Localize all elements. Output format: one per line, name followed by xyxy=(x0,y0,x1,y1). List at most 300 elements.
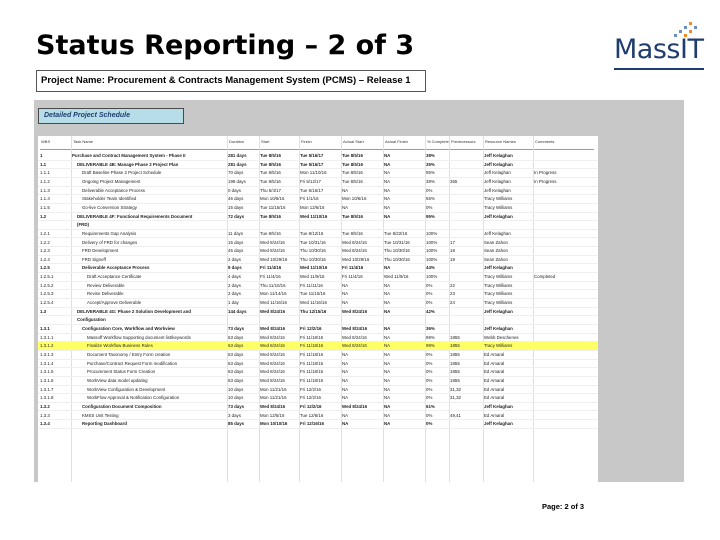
cell-actual-start: Tue 8/5/16 xyxy=(342,178,363,184)
table-row[interactable] xyxy=(38,213,598,222)
cell-resource-names: Sean Zahon xyxy=(484,239,508,245)
cell-wbs: 1.2.4 xyxy=(40,256,50,262)
cell-duration: 15 days xyxy=(228,204,244,210)
cell-percent-complete: 0% xyxy=(426,291,433,297)
col-header-wbs[interactable]: WBS xyxy=(40,136,71,150)
cell-start: Mon 11/14/16 xyxy=(260,291,287,297)
cell-resource-names: Jeff Kelaghan xyxy=(484,326,513,331)
table-row[interactable] xyxy=(38,264,598,273)
cell-finish: Thu 10/30/16 xyxy=(300,256,326,262)
cell-task-name: Stakeholder Team Identified xyxy=(82,196,137,202)
cell-finish: Wed 11/16/16 xyxy=(300,300,327,306)
cell-actual-finish: NA xyxy=(384,403,391,409)
table-row[interactable] xyxy=(38,342,598,351)
cell-start: Mon 10/10/16 xyxy=(260,421,288,427)
cell-resource-names: Tracy Williams xyxy=(484,300,513,306)
cell-start: Wed 8/24/16 xyxy=(260,248,285,254)
cell-task-name: Delivery of FRD for changes xyxy=(82,239,138,245)
cell-actual-finish: NA xyxy=(384,178,391,184)
cell-comments: In Progress xyxy=(534,170,557,176)
cell-duration: 63 days xyxy=(228,351,244,357)
massit-logo xyxy=(614,22,704,72)
cell-duration: 10 days xyxy=(228,395,244,401)
col-header-comments[interactable]: Comments xyxy=(534,136,594,150)
cell-finish: Fri 5/12/17 xyxy=(300,178,321,184)
cell-task-name: WorkView data model updating xyxy=(87,377,148,383)
cell-actual-finish: NA xyxy=(384,161,391,167)
table-row[interactable] xyxy=(38,299,598,308)
cell-predecessors: 24 xyxy=(450,300,455,306)
cell-percent-complete: 100% xyxy=(426,239,438,245)
col-header-start[interactable]: Start xyxy=(260,136,299,150)
cell-actual-start: NA xyxy=(342,204,349,210)
cell-task-name: DELIVERABLE 4B: Manage Phase 2 Project Plan xyxy=(77,161,179,167)
cell-percent-complete: 0% xyxy=(426,421,433,427)
cell-percent-complete: 99% xyxy=(426,343,435,349)
cell-percent-complete: 36% xyxy=(426,326,435,331)
table-row[interactable] xyxy=(38,360,598,369)
cell-resource-names: Tracy Williams xyxy=(484,343,513,349)
cell-wbs: 1.1 xyxy=(40,161,47,167)
cell-start: Mon 10/6/16 xyxy=(260,196,285,202)
cell-actual-finish: Wed 11/9/16 xyxy=(384,274,409,280)
cell-resource-names: Jeff Kelaghan xyxy=(484,161,513,167)
cell-percent-complete: 100% xyxy=(426,248,438,254)
table-row[interactable] xyxy=(38,152,598,161)
project-name-box xyxy=(36,70,426,92)
cell-resource-names: Jeff Kelaghan xyxy=(484,213,513,219)
table-row[interactable] xyxy=(38,273,598,282)
cell-start: Tue 8/5/16 xyxy=(260,161,281,167)
col-header-actual-start[interactable]: Actual Start xyxy=(342,136,383,150)
cell-start: Tue 11/15/16 xyxy=(260,204,286,210)
cell-actual-finish: NA xyxy=(384,377,391,383)
cell-resource-names: Tracy Williams xyxy=(484,196,513,202)
cell-percent-complete: 38% xyxy=(426,153,435,158)
table-row[interactable] xyxy=(38,325,598,334)
cell-task-name: Configuration Document Composition xyxy=(82,403,162,409)
cell-resource-names: Ed Amaral xyxy=(484,369,505,375)
cell-predecessors: 17 xyxy=(450,239,455,245)
cell-percent-complete: 100% xyxy=(426,230,438,236)
cell-actual-start: NA xyxy=(342,360,349,366)
cell-task-name: Configuration Core, Workflow and Workview xyxy=(82,326,175,331)
cell-wbs: 1.2.5.1 xyxy=(40,274,54,280)
cell-finish: Fri 11/18/16 xyxy=(300,360,324,366)
cell-finish: Tue 8/12/16 xyxy=(300,230,324,236)
cell-start: Tue 8/5/16 xyxy=(260,230,281,236)
cell-actual-start: NA xyxy=(342,351,349,357)
table-row[interactable] xyxy=(38,351,598,360)
cell-actual-finish: NA xyxy=(384,369,391,375)
cell-task-name: FRD Signoff xyxy=(82,256,106,262)
cell-duration: 63 days xyxy=(228,369,244,375)
cell-percent-complete: 99% xyxy=(426,334,435,340)
cell-wbs: 1.1.3 xyxy=(40,187,50,193)
cell-predecessors: 1855 xyxy=(450,351,460,357)
cell-actual-finish: NA xyxy=(384,360,391,366)
cell-finish: Tue 10/31/16 xyxy=(300,239,326,245)
cell-resource-names: Ed Amaral xyxy=(484,377,505,383)
cell-percent-complete: 0% xyxy=(426,204,433,210)
cell-finish: Wed 11/10/16 xyxy=(300,265,328,271)
cell-resource-names: Ed Amaral xyxy=(484,412,505,418)
cell-actual-finish: NA xyxy=(384,187,391,193)
cell-actual-finish: Tue 10/31/16 xyxy=(384,239,410,245)
table-row[interactable] xyxy=(38,420,598,429)
cell-duration: 199 days xyxy=(228,178,246,184)
cell-finish: Fri 12/2/16 xyxy=(300,386,321,392)
cell-actual-start: NA xyxy=(342,395,349,401)
col-header-actual-finish[interactable]: Actual Finish xyxy=(384,136,425,150)
cell-wbs: 1.3.4 xyxy=(40,421,50,427)
cell-actual-finish: Thu 10/30/16 xyxy=(384,248,410,254)
cell-task-name: Massoff Workflow Supporting document list/keywords xyxy=(87,334,191,340)
cell-duration: 2 days xyxy=(228,282,241,288)
cell-start: Fri 11/4/16 xyxy=(260,274,281,280)
cell-actual-start: NA xyxy=(342,187,349,193)
cell-finish: Fri 12/2/16 xyxy=(300,395,321,401)
cell-actual-start: Wed 8/24/16 xyxy=(342,308,368,314)
cell-resource-names: Jeff Kelaghan xyxy=(484,153,513,158)
cell-percent-complete: 100% xyxy=(426,256,438,262)
cell-predecessors: 31,32 xyxy=(450,386,461,392)
cell-task-name: Purchase/Contract Request Form modification xyxy=(87,360,178,366)
cell-start: Wed 8/24/16 xyxy=(260,239,285,245)
cell-task-name: Review Deliverable xyxy=(87,282,125,288)
cell-actual-start: Tue 8/5/16 xyxy=(342,161,363,167)
cell-duration: 63 days xyxy=(228,360,244,366)
slide-title: Status Reporting – 2 of 3 xyxy=(36,30,415,61)
cell-actual-finish: NA xyxy=(384,326,391,331)
cell-wbs: 1 xyxy=(40,153,43,158)
cell-resource-names: Webb Deschenes xyxy=(484,334,519,340)
cell-resource-names: Jeff Kelaghan xyxy=(484,178,511,184)
cell-wbs: 1.3.1.7 xyxy=(40,386,54,392)
cell-percent-complete: 0% xyxy=(426,412,433,418)
cell-actual-start: NA xyxy=(342,291,349,297)
table-row[interactable] xyxy=(38,169,598,178)
cell-actual-finish: NA xyxy=(384,153,391,158)
table-row[interactable] xyxy=(38,187,598,196)
cell-actual-start: Tue 8/5/16 xyxy=(342,230,363,236)
cell-predecessors: 1855 xyxy=(450,334,460,340)
cell-resource-names: Ed Amaral xyxy=(484,395,505,401)
cell-resource-names: Jeff Kelaghan xyxy=(484,170,511,176)
table-row[interactable] xyxy=(38,308,598,317)
table-row[interactable] xyxy=(38,204,598,213)
cell-actual-start: Wed 8/24/16 xyxy=(342,239,367,245)
cell-finish: Tue 5/16/17 xyxy=(300,187,324,193)
cell-percent-complete: 38% xyxy=(426,178,435,184)
cell-start: Tue 8/5/16 xyxy=(260,178,281,184)
cell-duration: 15 days xyxy=(228,239,244,245)
cell-task-name: Go-live Conversion Strategy xyxy=(82,204,137,210)
cell-actual-start: Tue 8/5/16 xyxy=(342,213,363,219)
table-row[interactable] xyxy=(38,247,598,256)
cell-task-name: Purchase and Contract Management System - Phase II xyxy=(72,153,186,158)
cell-start: Mon 12/5/16 xyxy=(260,412,285,418)
cell-start: Thu 5/4/17 xyxy=(260,187,281,193)
cell-duration: 144 days xyxy=(228,308,247,314)
cell-task-name: Requirements Gap Analysis xyxy=(82,230,137,236)
cell-start: Wed 10/29/16 xyxy=(260,256,288,262)
cell-task-name: FRD Development xyxy=(82,248,119,254)
cell-start: Wed 8/24/16 xyxy=(260,326,286,331)
cell-actual-start: Wed 8/24/16 xyxy=(342,403,368,409)
cell-actual-finish: NA xyxy=(384,300,391,306)
cell-actual-finish: Tue 8/22/16 xyxy=(384,230,408,236)
cell-resource-names: Jeff Kelaghan xyxy=(484,187,511,193)
cell-task-name: (FRD) xyxy=(77,222,89,228)
cell-duration: 63 days xyxy=(228,377,244,383)
cell-percent-complete: 0% xyxy=(426,377,433,383)
cell-actual-finish: NA xyxy=(384,351,391,357)
cell-start: Thu 11/10/16 xyxy=(260,282,286,288)
col-header-finish[interactable]: Finish xyxy=(300,136,341,150)
table-row[interactable] xyxy=(38,178,598,187)
cell-predecessors: 1855 xyxy=(450,369,460,375)
cell-percent-complete: 61% xyxy=(426,403,435,409)
logo-text-mass: Mass xyxy=(614,34,680,65)
cell-start: Fri 11/4/16 xyxy=(260,265,282,271)
table-row[interactable] xyxy=(38,256,598,265)
cell-start: Wed 8/24/16 xyxy=(260,403,286,409)
cell-actual-finish: NA xyxy=(384,395,391,401)
cell-actual-start: Tue 8/5/16 xyxy=(342,153,363,158)
table-row[interactable] xyxy=(38,230,598,239)
cell-start: Mon 11/21/16 xyxy=(260,395,287,401)
logo-text-it: IT xyxy=(679,34,704,65)
cell-actual-finish: NA xyxy=(384,412,391,418)
cell-predecessors: 31,32 xyxy=(450,395,461,401)
cell-percent-complete: 44% xyxy=(426,265,435,271)
cell-actual-start: Wed 10/29/16 xyxy=(342,256,370,262)
cell-resource-names: Sean Zahon xyxy=(484,248,508,254)
project-name-label: Project Name: xyxy=(41,75,105,86)
cell-resource-names: Ed Amaral xyxy=(484,351,505,357)
col-header-percent-complete[interactable]: % Complete xyxy=(426,136,449,150)
cell-actual-finish: NA xyxy=(384,282,391,288)
table-row[interactable] xyxy=(38,377,598,386)
cell-finish: Tue 5/16/17 xyxy=(300,153,324,158)
cell-predecessors: 22 xyxy=(450,282,455,288)
cell-resource-names: Tracy Williams xyxy=(484,282,513,288)
table-row[interactable] xyxy=(38,290,598,299)
cell-task-name: Procurement Status Form Creation xyxy=(87,369,156,375)
cell-percent-complete: 42% xyxy=(426,308,435,314)
cell-predecessors: 355 xyxy=(450,178,458,184)
table-row[interactable] xyxy=(38,239,598,248)
cell-comments: In Progress xyxy=(534,178,557,184)
cell-wbs: 1.3.1.5 xyxy=(40,369,54,375)
cell-finish: Thu 10/30/16 xyxy=(300,248,326,254)
cell-actual-finish: NA xyxy=(384,291,391,297)
cell-task-name: Accept/Approve Deliverable xyxy=(87,300,142,306)
cell-task-name: Draft Acceptance Certificate xyxy=(87,274,142,280)
cell-actual-start: NA xyxy=(342,412,349,418)
cell-actual-start: NA xyxy=(342,386,349,392)
cell-start: Wed 8/24/16 xyxy=(260,308,286,314)
cell-percent-complete: 0% xyxy=(426,369,433,375)
cell-actual-start: NA xyxy=(342,300,349,306)
cell-duration: 3 days xyxy=(228,412,241,418)
cell-finish: Fri 11/11/16 xyxy=(300,282,323,288)
cell-percent-complete: 0% xyxy=(426,282,433,288)
cell-task-name: Configuration xyxy=(77,317,106,323)
cell-wbs: 1.3 xyxy=(40,308,47,314)
cell-finish: Fri 11/18/16 xyxy=(300,343,324,349)
cell-actual-finish: NA xyxy=(384,213,391,219)
cell-start: Tue 8/5/16 xyxy=(260,213,281,219)
cell-percent-complete: 0% xyxy=(426,395,433,401)
cell-duration: 45 days xyxy=(228,248,244,254)
cell-task-name: WorkFlow Approval & Notification Configuration xyxy=(87,395,180,401)
cell-wbs: 1.3.1.3 xyxy=(40,351,54,357)
cell-task-name: Draft Baseline Phase 2 Project Schedule xyxy=(82,170,162,176)
cell-finish: Tue 5/16/17 xyxy=(300,161,324,167)
cell-finish: Thu 12/15/16 xyxy=(300,308,327,314)
table-row[interactable] xyxy=(38,386,598,395)
cell-duration: 72 days xyxy=(228,213,245,219)
cell-finish: Fri 11/18/16 xyxy=(300,369,324,375)
cell-comments: Completed xyxy=(534,274,556,280)
cell-percent-complete: 95% xyxy=(426,170,435,176)
cell-start: Wed 8/24/16 xyxy=(260,351,285,357)
table-row[interactable] xyxy=(38,412,598,421)
cell-duration: 2 days xyxy=(228,256,241,262)
cell-actual-finish: NA xyxy=(384,196,391,202)
cell-percent-complete: 0% xyxy=(426,187,433,193)
cell-duration: 4 days xyxy=(228,274,241,280)
cell-wbs: 1.3.1.1 xyxy=(40,334,54,340)
cell-start: Wed 8/24/16 xyxy=(260,360,285,366)
cell-percent-complete: 55% xyxy=(426,196,435,202)
cell-duration: 10 days xyxy=(228,386,244,392)
cell-duration: 63 days xyxy=(228,343,244,349)
table-row[interactable] xyxy=(38,195,598,204)
cell-duration: 1 day xyxy=(228,300,239,306)
table-row[interactable] xyxy=(38,161,598,170)
table-row[interactable] xyxy=(38,282,598,291)
cell-wbs: 1.3.1.2 xyxy=(40,343,54,349)
cell-resource-names: Tracy Williams xyxy=(484,291,513,297)
cell-wbs: 1.2.5.4 xyxy=(40,300,54,306)
cell-duration: 46 days xyxy=(228,196,244,202)
table-row[interactable] xyxy=(38,316,598,325)
cell-percent-complete: 0% xyxy=(426,360,433,366)
cell-task-name: DELIVERABLE 4F: Functional Requirements Document xyxy=(77,213,193,219)
cell-actual-finish: NA xyxy=(384,421,391,427)
cell-duration: 73 days xyxy=(228,326,245,331)
schedule-grid xyxy=(38,136,598,482)
cell-task-name: DELIVERABLE 4G: Phase 2 Solution Development and xyxy=(77,308,191,314)
table-row[interactable] xyxy=(38,368,598,377)
col-header-task-name[interactable]: Task Name xyxy=(72,136,227,150)
cell-actual-finish: NA xyxy=(384,308,391,314)
cell-resource-names: Sean Zahon xyxy=(484,256,508,262)
cell-actual-finish: Thu 10/30/16 xyxy=(384,256,410,262)
cell-duration: 2 days xyxy=(228,291,241,297)
cell-predecessors: 23 xyxy=(450,291,455,297)
cell-duration: 63 days xyxy=(228,334,244,340)
cell-resource-names: Ed Amaral xyxy=(484,360,505,366)
cell-duration: 70 days xyxy=(228,170,244,176)
cell-duration: 73 days xyxy=(228,403,245,409)
cell-resource-names: Jeff Kelaghan xyxy=(484,230,511,236)
cell-finish: Tue 12/6/16 xyxy=(300,412,324,418)
cell-finish: Fri 12/2/16 xyxy=(300,403,322,409)
cell-actual-finish: NA xyxy=(384,170,391,176)
col-header-resource-names[interactable]: Resource Names xyxy=(484,136,533,150)
cell-finish: Tue 11/15/16 xyxy=(300,291,326,297)
cell-actual-start: Wed 8/24/16 xyxy=(342,248,367,254)
cell-actual-start: NA xyxy=(342,369,349,375)
cell-finish: Mon 12/6/16 xyxy=(300,204,325,210)
cell-task-name: KMSS Unit Testing xyxy=(82,412,119,418)
cell-wbs: 1.1.2 xyxy=(40,178,50,184)
table-row[interactable] xyxy=(38,394,598,403)
cell-task-name: Deliverable Acceptance Process xyxy=(82,187,145,193)
cell-actual-start: Tue 8/5/16 xyxy=(342,170,363,176)
table-row[interactable] xyxy=(38,221,598,230)
cell-start: Wed 8/24/16 xyxy=(260,377,285,383)
cell-task-name: Revise Deliverable xyxy=(87,291,124,297)
cell-wbs: 1.1.1 xyxy=(40,170,50,176)
cell-task-name: Reporting Dashboard xyxy=(82,421,127,427)
cell-start: Tue 8/5/16 xyxy=(260,170,281,176)
cell-actual-start: Mon 10/6/16 xyxy=(342,196,367,202)
cell-finish: Fri 12/16/16 xyxy=(300,421,324,427)
cell-predecessors: 1855 xyxy=(450,360,460,366)
cell-wbs: 1.2.5.3 xyxy=(40,291,54,297)
cell-actual-finish: NA xyxy=(384,386,391,392)
cell-wbs: 1.2.5 xyxy=(40,265,50,271)
cell-wbs: 1.3.1 xyxy=(40,326,50,331)
cell-duration: 85 days xyxy=(228,421,245,427)
cell-task-name: Document Taxonomy / Entry Form creation xyxy=(87,351,171,357)
cell-finish: Fri 11/18/16 xyxy=(300,377,324,383)
cell-wbs: 1.2.1 xyxy=(40,230,50,236)
cell-actual-finish: NA xyxy=(384,265,391,271)
cell-wbs: 1.2.2 xyxy=(40,239,50,245)
table-row[interactable] xyxy=(38,403,598,412)
cell-finish: Wed 11/9/16 xyxy=(300,274,325,280)
cell-start: Mon 11/21/16 xyxy=(260,386,287,392)
table-row[interactable] xyxy=(38,334,598,343)
cell-duration: 281 days xyxy=(228,161,247,167)
cell-actual-start: Wed 8/24/16 xyxy=(342,343,367,349)
cell-actual-start: Fri 11/4/16 xyxy=(342,274,363,280)
cell-wbs: 1.3.2 xyxy=(40,403,50,409)
cell-task-name: Ongoing Project Management xyxy=(82,178,141,184)
cell-percent-complete: 35% xyxy=(426,161,435,167)
cell-actual-start: NA xyxy=(342,421,349,427)
page-number: Page: 2 of 3 xyxy=(542,502,585,511)
col-header-duration[interactable]: Duration xyxy=(228,136,259,150)
col-header-predecessors[interactable]: Predecessors xyxy=(450,136,483,150)
cell-actual-start: Wed 8/24/16 xyxy=(342,334,367,340)
cell-percent-complete: 0% xyxy=(426,386,433,392)
cell-resource-names: Jeff Kelaghan xyxy=(484,265,513,271)
cell-resource-names: Ed Amaral xyxy=(484,386,505,392)
cell-actual-finish: NA xyxy=(384,204,391,210)
logo-text xyxy=(614,34,703,65)
cell-predecessors: 19 xyxy=(450,256,455,262)
cell-predecessors: 1855 xyxy=(450,343,460,349)
cell-finish: Wed 11/10/16 xyxy=(300,213,328,219)
project-name-value: Procurement & Contracts Management System (PCMS) – Release 1 xyxy=(107,75,411,86)
